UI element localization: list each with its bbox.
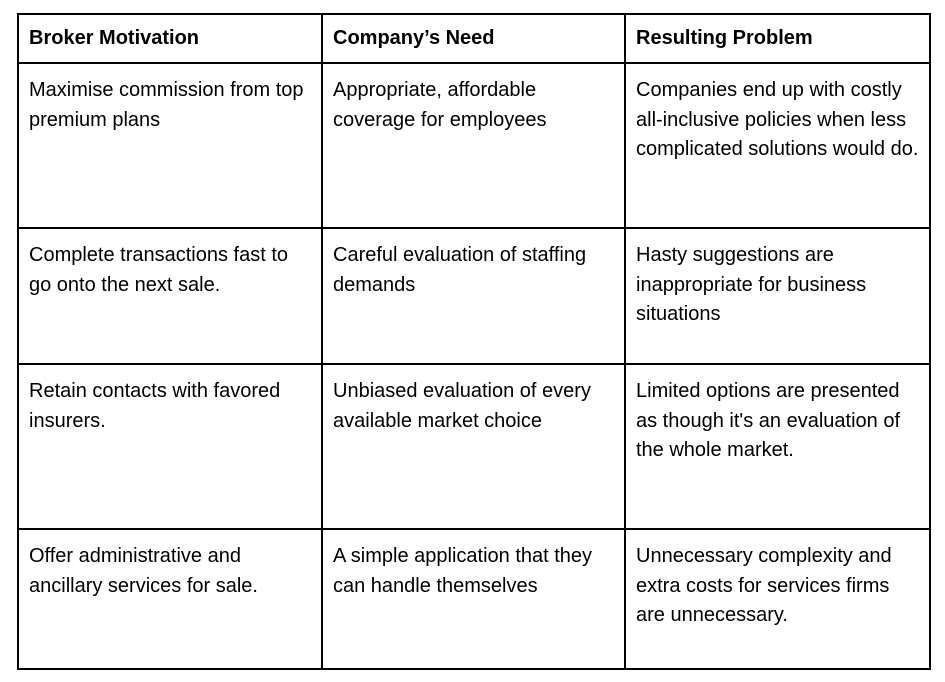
header-company-need: Company’s Need: [322, 14, 625, 63]
cell-resulting-problem: Hasty suggestions are inappropriate for business situations: [625, 228, 930, 364]
header-row: [18, 14, 930, 63]
header-resulting-problem: Resulting Problem: [625, 14, 930, 63]
header-broker-motivation: Broker Motivation: [18, 14, 322, 63]
table-row: [18, 529, 930, 669]
table-row: [18, 228, 930, 364]
cell-resulting-problem: Companies end up with costly all-inclusive policies when less complicated solutions would do.: [625, 63, 930, 228]
cell-company-need: Appropriate, affordable coverage for employees: [322, 63, 625, 228]
cell-resulting-problem: Unnecessary complexity and extra costs for services firms are unnecessary.: [625, 529, 930, 669]
cell-company-need: Careful evaluation of staffing demands: [322, 228, 625, 364]
cell-broker-motivation: Maximise commission from top premium plans: [18, 63, 322, 228]
cell-broker-motivation: Retain contacts with favored insurers.: [18, 364, 322, 529]
cell-broker-motivation: Offer administrative and ancillary services for sale.: [18, 529, 322, 669]
cell-company-need: Unbiased evaluation of every available market choice: [322, 364, 625, 529]
table-row: [18, 63, 930, 228]
cell-company-need: A simple application that they can handle themselves: [322, 529, 625, 669]
comparison-table: [17, 13, 931, 670]
cell-broker-motivation: Complete transactions fast to go onto the next sale.: [18, 228, 322, 364]
cell-resulting-problem: Limited options are presented as though it's an evaluation of the whole market.: [625, 364, 930, 529]
table-row: [18, 364, 930, 529]
